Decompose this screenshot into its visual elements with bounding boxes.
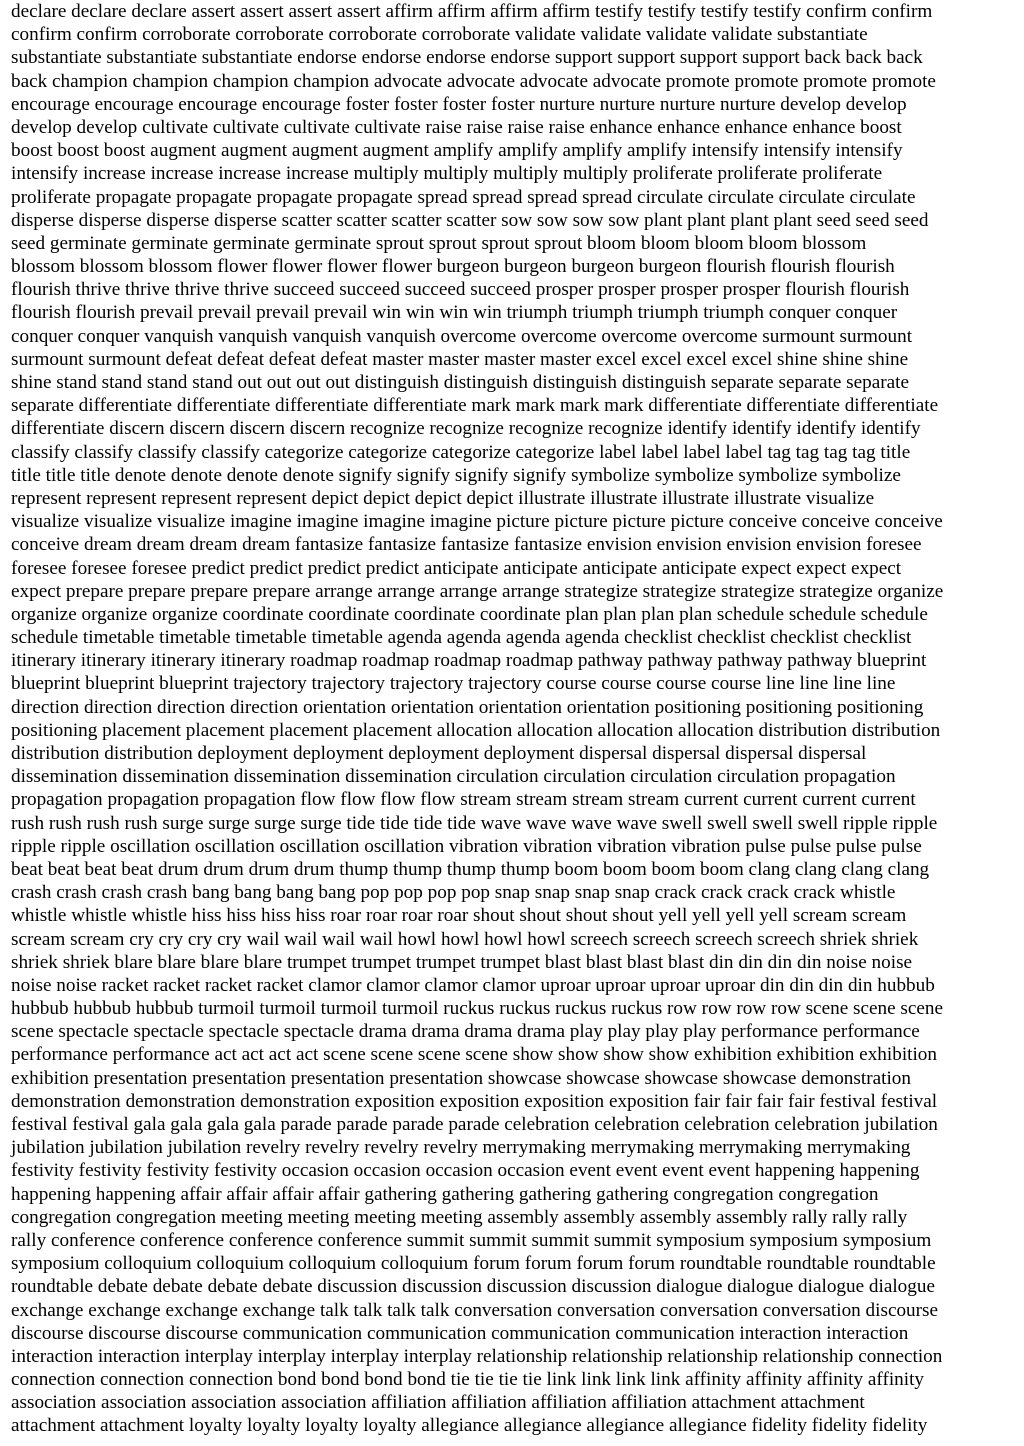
text-line: represent represent represent represent depict depict depict depict illustrate illustrate illustrate illustrate visualize [11, 487, 875, 509]
text-line: back champion champion champion champion advocate advocate advocate advocate promote promote promote promote [11, 70, 936, 92]
text-line: beat beat beat beat drum drum drum drum thump thump thump thump boom boom boom boom clang clang clang clang [11, 858, 930, 880]
text-line: exchange exchange exchange exchange talk talk talk talk conversation conversation conversation conversation discourse [11, 1299, 939, 1321]
text-line: distribution distribution deployment deployment deployment deployment dispersal dispersal dispersal dispersal [11, 743, 867, 764]
text-line: discourse discourse discourse communication communication communication communication interaction interaction [11, 1322, 909, 1344]
text-line: disperse disperse disperse disperse scatter scatter scatter scatter sow sow sow sow plant plant plant plant seed seed seed [11, 209, 929, 231]
text-line: positioning placement placement placement placement allocation allocation allocation allocation distribution distribution [11, 719, 941, 741]
text-line: encourage encourage encourage encourage foster foster foster foster nurture nurture nurture nurture develop develop [11, 93, 907, 115]
text-line: differentiate discern discern discern discern recognize recognize recognize recognize identify identify identify identify [11, 418, 921, 440]
text-line: surmount surmount defeat defeat defeat defeat master master master master excel excel excel excel shine shine shine [11, 348, 909, 370]
text-line: performance performance act act act act scene scene scene scene show show show show exhibition exhibition exhibition [11, 1044, 937, 1066]
text-line: hubbub hubbub hubbub turmoil turmoil turmoil turmoil ruckus ruckus ruckus ruckus row row row row scene scene scene [11, 998, 944, 1020]
text-line: dissemination dissemination dissemination dissemination circulation circulation circulation circulation propagation [11, 766, 896, 788]
text-line: seed germinate germinate germinate germinate sprout sprout sprout sprout bloom bloom bloom bloom blossom [11, 232, 867, 254]
text-line: interaction interaction interplay interplay interplay interplay relationship relationship relationship relationship connection [11, 1345, 943, 1367]
text-line: flourish thrive thrive thrive thrive succeed succeed succeed succeed prosper prosper prosper prosper flourish flourish [11, 279, 910, 301]
text-line: boost boost boost augment augment augment augment amplify amplify amplify amplify intensify intensify intensify [11, 140, 903, 162]
text-line: shine stand stand stand stand out out out out distinguish distinguish distinguish distinguish separate separate separate [11, 372, 909, 393]
text-line: roundtable debate debate debate debate discussion discussion discussion discussion dialogue dialogue dialogue dialogue [11, 1276, 935, 1298]
text-line: visualize visualize visualize imagine imagine imagine imagine picture picture picture picture conceive conceive conceive [11, 511, 943, 533]
text-line: blossom blossom blossom flower flower flower flower burgeon burgeon burgeon burgeon flourish flourish flourish [11, 256, 895, 278]
text-line: rally conference conference conference conference summit summit summit summit symposium symposium symposium [11, 1229, 932, 1251]
text-line: ripple ripple oscillation oscillation oscillation oscillation vibration vibration vibration vibration pulse pulse pulse pulse [11, 835, 922, 857]
text-line: demonstration demonstration demonstration exposition exposition exposition exposition fair fair fair fair festival festival [11, 1090, 938, 1112]
text-line: festivity festivity festivity festivity occasion occasion occasion occasion event event event event happening happening [11, 1160, 920, 1182]
text-line: develop develop cultivate cultivate cultivate cultivate raise raise raise raise enhance enhance enhance enhance boost [11, 116, 902, 138]
text-line: symposium colloquium colloquium colloquium colloquium forum forum forum forum roundtable roundtable roundtable [11, 1253, 936, 1275]
text-line: blueprint blueprint blueprint trajectory trajectory trajectory trajectory course course course course line line line line [11, 673, 896, 695]
text-line: foresee foresee foresee predict predict predict predict anticipate anticipate anticipate anticipate expect expect expect [11, 557, 902, 579]
text-line: exhibition presentation presentation presentation presentation showcase showcase showcase showcase demonstration [11, 1067, 911, 1089]
text-line: organize organize organize coordinate coordinate coordinate coordinate plan plan plan plan schedule schedule schedule [11, 603, 928, 625]
text-line: association association association association affiliation affiliation affiliation affiliation attachment attachment [11, 1392, 865, 1414]
text-line: direction direction direction direction orientation orientation orientation orientation positioning positioning positioning [11, 696, 924, 718]
text-line: scene spectacle spectacle spectacle spectacle drama drama drama drama play play play play performance performance [11, 1021, 920, 1043]
text-line: propagation propagation propagation flow flow flow flow stream stream stream stream current current current current [11, 789, 916, 811]
text-line: conquer conquer vanquish vanquish vanquish vanquish overcome overcome overcome overcome surmount surmount [11, 325, 913, 347]
text-line: declare declare declare assert assert assert assert affirm affirm affirm affirm testify testify testify testify confirm confirm [11, 1, 933, 22]
text-line: separate differentiate differentiate differentiate differentiate mark mark mark mark differentiate differentiate differentiate [11, 395, 939, 417]
text-line: scream scream cry cry cry cry wail wail wail wail howl howl howl howl screech screech screech screech shriek shriek [11, 928, 919, 950]
text-line: expect prepare prepare prepare prepare arrange arrange arrange arrange strategize strategize strategize strategize organize [11, 580, 944, 602]
text-line: conceive dream dream dream dream fantasize fantasize fantasize fantasize envision envision envision envision foresee [11, 534, 922, 556]
text-line: festival festival gala gala gala gala parade parade parade parade celebration celebration celebration celebration jubilation [11, 1114, 938, 1135]
text-line: congregation congregation meeting meeting meeting meeting assembly assembly assembly assembly rally rally rally [11, 1206, 908, 1228]
text-line: jubilation jubilation jubilation revelry revelry revelry revelry merrymaking merrymaking merrymaking merrymaking [11, 1137, 911, 1159]
text-line: classify classify classify classify categorize categorize categorize categorize label label label label tag tag tag tag title [11, 441, 911, 463]
text-line: proliferate propagate propagate propagate propagate spread spread spread spread circulate circulate circulate circulate [11, 186, 916, 208]
text-line: attachment attachment loyalty loyalty loyalty loyalty allegiance allegiance allegiance allegiance fidelity fidelity fidelity [11, 1415, 928, 1437]
text-line: shriek shriek blare blare blare blare trumpet trumpet trumpet trumpet blast blast blast blast din din din din noise noise [11, 951, 913, 973]
text-line: schedule timetable timetable timetable timetable agenda agenda agenda agenda checklist checklist checklist checklist [11, 627, 912, 649]
text-line: rush rush rush rush surge surge surge surge tide tide tide tide wave wave wave wave swell swell swell swell ripple ripple [11, 812, 938, 834]
text-line: confirm confirm corroborate corroborate corroborate corroborate validate validate validate validate substantiate [11, 24, 868, 46]
text-line: whistle whistle whistle hiss hiss hiss hiss roar roar roar roar shout shout shout shout yell yell yell yell scream scream [11, 905, 907, 927]
text-line: title title title denote denote denote denote signify signify signify signify symbolize symbolize symbolize symbolize [11, 464, 901, 486]
document-body-text [11, 0, 1013, 1438]
text-line: itinerary itinerary itinerary itinerary roadmap roadmap roadmap roadmap pathway pathway pathway pathway blueprint [11, 650, 927, 672]
text-line: intensify increase increase increase increase multiply multiply multiply multiply proliferate proliferate proliferate [11, 163, 883, 185]
text-line: flourish flourish prevail prevail prevail prevail win win win win triumph triumph triumph triumph conquer conquer [11, 302, 898, 324]
text-line: happening happening affair affair affair affair gathering gathering gathering gathering congregation congregation [11, 1183, 879, 1205]
text-line: substantiate substantiate substantiate endorse endorse endorse endorse support support support support back back back [11, 47, 923, 69]
text-line: noise noise racket racket racket racket clamor clamor clamor clamor uproar uproar uproar uproar din din din din hubbub [11, 974, 935, 996]
text-line: crash crash crash crash bang bang bang bang pop pop pop pop snap snap snap snap crack crack crack crack whistle [11, 882, 896, 904]
text-line: connection connection connection bond bond bond bond tie tie tie tie link link link link affinity affinity affinity affinity [11, 1369, 925, 1391]
